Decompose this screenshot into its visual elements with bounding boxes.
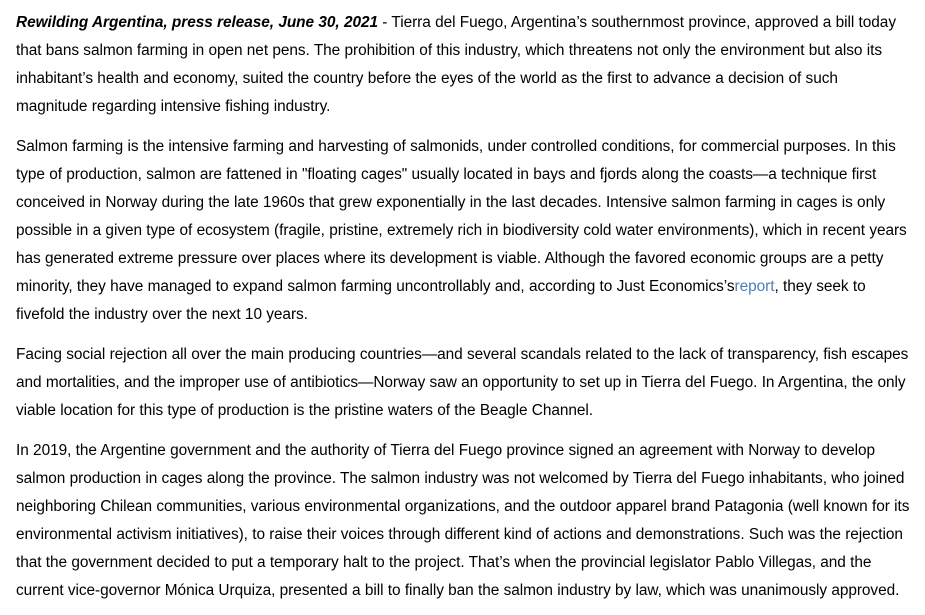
press-release-lede: Rewilding Argentina, press release, June 30, 2021 (16, 14, 378, 31)
paragraph-4: In 2019, the Argentine government and the authority of Tierra del Fuego province signed an agreement with Norway to develop salmon production in cages along the province. The salmon industry was not welcomed by Tierra del Fuego inhabitants, who joined neighboring Chilean communities, various environmental organizations, and the outdoor apparel brand Patagonia (well known for its environmental activism initiatives), to raise their voices through different kind of actions and demonstrations. Such was the rejection that the government decided to put a temporary halt to the project. That’s when the provincial legislator Pablo Villegas, and the current vice-governor Mónica Urquiza, presented a bill to finally ban the salmon industry by law, which was unanimously approved. (16, 442, 910, 599)
paragraph-2-text-before-link: Salmon farming is the intensive farming and harvesting of salmonids, under controlled conditions, for commercial purposes. In this type of production, salmon are fattened in "floating cages" usually located in bays and fjords along the coasts—a technique first conceived in Norway during the late 1960s that grew exponentially in the last decades. Intensive salmon farming in cages is only possible in a given type of ecosystem (fragile, pristine, extremely rich in biodiversity cold water environments), which in recent years has generated extreme pressure over places where its development is viable. Although the favored economic groups are a petty minority, they have managed to expand salmon farming uncontrollably and, according to Just Economics’s (16, 138, 907, 295)
paragraph-1-text: - Tierra del Fuego, Argentina’s southernmost province, approved a bill today that bans salmon farming in open net pens. The prohibition of this industry, which threatens not only the environment but also its inhabitant’s health and economy, suited the country before the eyes of the world as the first to advance a decision of such magnitude regarding intensive fishing industry. (16, 14, 896, 115)
paragraph-2 (16, 133, 912, 329)
paragraph-2-text-after-link: , they seek to fivefold the industry over the next 10 years. (16, 278, 866, 323)
article-body (16, 9, 912, 605)
paragraph-1 (16, 9, 912, 121)
paragraph-3: Facing social rejection all over the main producing countries—and several scandals related to the lack of transparency, fish escapes and mortalities, and the improper use of antibiotics—Norway saw an opportunity to set up in Tierra del Fuego. In Argentina, the only viable location for this type of production is the pristine waters of the Beagle Channel. (16, 346, 909, 419)
report-link[interactable]: report (734, 278, 775, 295)
